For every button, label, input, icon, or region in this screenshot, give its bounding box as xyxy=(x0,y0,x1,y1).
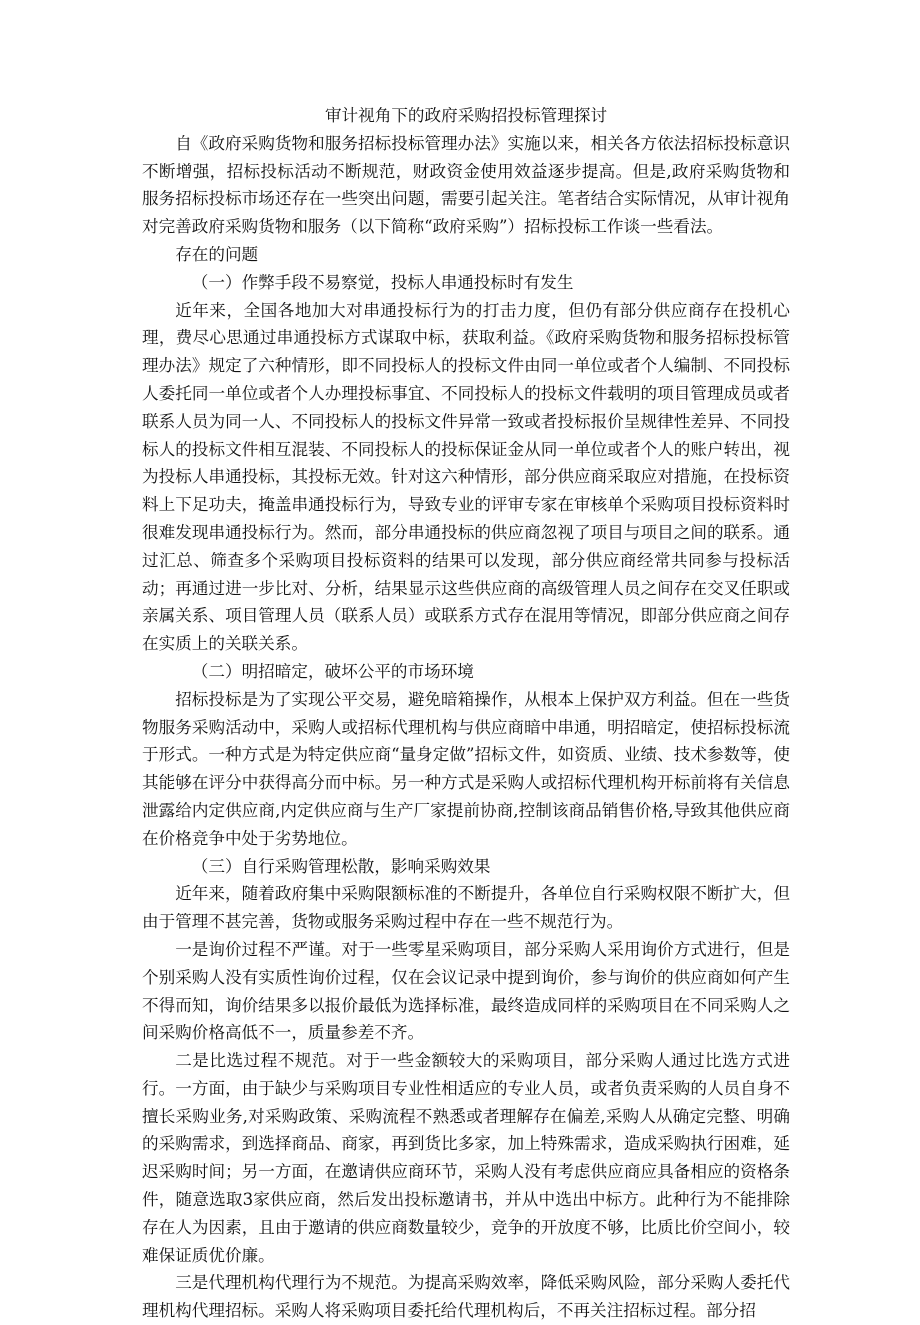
point-1-paragraph: 一是询价过程不严谨。对于一些零星采购项目，部分采购人采用询价方式进行，但是个别采购人没有实质性询价过程，仅在会议记录中提到询价，参与询价的供应商如何产生不得而知，询价结果多以报价最低为选择标准，最终造成同样的采购项目在不同采购人之间采购价格高低不一，质量参差不齐。 xyxy=(142,939,790,1043)
document-title: 审计视角下的政府采购招投标管理探讨 xyxy=(324,106,608,125)
subsection-3-paragraph: 近年来，随着政府集中采购限额标准的不断提升，各单位自行采购权限不断扩大，但由于管理不甚完善，货物或服务采购过程中存在一些不规范行为。 xyxy=(142,884,790,932)
document-page xyxy=(142,102,790,1325)
subsection-heading-3: （三）自行采购管理松散，影响采购效果 xyxy=(191,856,491,876)
subsection-heading-1: （一）作弊手段不易察觉，投标人串通投标时有发生 xyxy=(191,272,574,292)
intro-paragraph: 自《政府采购货物和服务招标投标管理办法》实施以来，相关各方依法招标投标意识不断增强，招标投标活动不断规范，财政资金使用效益逐步提高。但是,政府采购货物和服务招标投标市场还存在一些突出问题，需要引起关注。笔者结合实际情况，从审计视角对完善政府采购货物和服务（以下简称“政府采购”）招标投标工作谈一些看法。 xyxy=(142,133,790,237)
point-3-paragraph: 三是代理机构代理行为不规范。为提高采购效率，降低采购风险，部分采购人委托代理机构代理招标。采购人将采购项目委托给代理机构后，不再关注招标过程。部分招 xyxy=(142,1273,790,1321)
section-heading: 存在的问题 xyxy=(175,244,259,264)
subsection-1-paragraph: 近年来，全国各地加大对串通投标行为的打击力度，但仍有部分供应商存在投机心理，费尽心思通过串通投标方式谋取中标，获取利益。《政府采购货物和服务招标投标管理办法》规定了六种情形，即不同投标人的投标文件由同一单位或者个人编制、不同投标人委托同一单位或者个人办理投标事宜、不同投标人的投标文件载明的项目管理成员或者联系人员为同一人、不同投标人的投标文件异常一致或者投标报价呈规律性差异、不同投标人的投标文件相互混装、不同投标人的投标保证金从同一单位或者个人的账户转出，视为投标人串通投标，其投标无效。针对这六种情形，部分供应商采取应对措施，在投标资料上下足功夫，掩盖串通投标行为，导致专业的评审专家在审核单个采购项目投标资料时很难发现串通投标行为。然而，部分串通投标的供应商忽视了项目与项目之间的联系。通过汇总、筛查多个采购项目投标资料的结果可以发现，部分供应商经常共同参与投标活动；再通过进一步比对、分析，结果显示这些供应商的高级管理人员之间存在交叉任职或亲属关系、项目管理人员（联系人员）或联系方式存在混用等情况，即部分供应商之间存在实质上的关联关系。 xyxy=(142,300,790,654)
subsection-2-paragraph: 招标投标是为了实现公平交易，避免暗箱操作，从根本上保护双方利益。但在一些货物服务采购活动中，采购人或招标代理机构与供应商暗中串通，明招暗定，使招标投标流于形式。一种方式是为特定供应商“量身定做”招标文件，如资质、业绩、技术参数等，使其能够在评分中获得高分而中标。另一种方式是采购人或招标代理机构开标前将有关信息泄露给内定供应商,内定供应商与生产厂家提前协商,控制该商品销售价格,导致其他供应商在价格竞争中处于劣势地位。 xyxy=(142,689,790,848)
point-2-paragraph: 二是比选过程不规范。对于一些金额较大的采购项目，部分采购人通过比选方式进行。一方面，由于缺少与采购项目专业性相适应的专业人员，或者负责采购的人员自身不擅长采购业务,对采购政策、采购流程不熟悉或者理解存在偏差,采购人从确定完整、明确的采购需求，到选择商品、商家，再到货比多家，加上特殊需求，造成采购执行困难，延迟采购时间；另一方面，在邀请供应商环节，采购人没有考虑供应商应具备相应的资格条件，随意选取3家供应商，然后发出投标邀请书，并从中选出中标方。此种行为不能排除存在人为因素，且由于邀请的供应商数量较少，竞争的开放度不够，比质比价空间小，较难保证质优价廉。 xyxy=(142,1051,790,1265)
subsection-heading-2: （二）明招暗定，破坏公平的市场环境 xyxy=(191,661,474,681)
